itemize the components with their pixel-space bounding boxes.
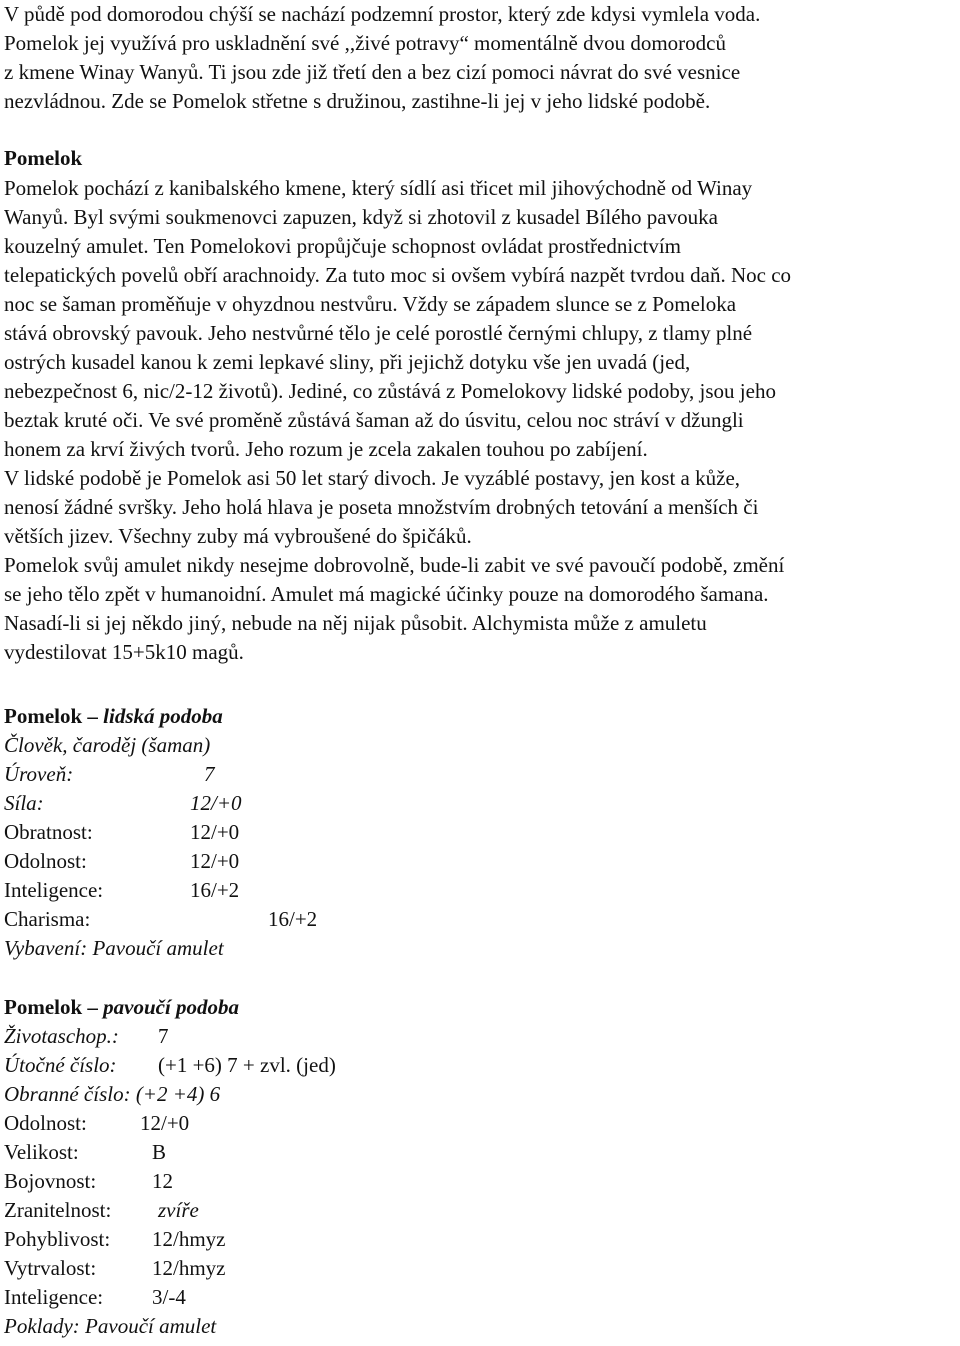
stat-value: 12/hmyz <box>152 1227 226 1251</box>
intro-line: Pomelok jej využívá pro uskladnění své ,,živé potravy“ momentálně dvou domorodců <box>4 31 726 55</box>
stat-label: Obratnost: <box>4 820 93 844</box>
human-race: Člověk, čaroděj (šaman) <box>4 733 211 757</box>
stat-value: 12/+0 <box>140 1111 190 1135</box>
stat-value: 12/hmyz <box>152 1256 226 1280</box>
stat-value: 16/+2 <box>190 878 240 902</box>
stat-label: Odolnost: <box>4 849 87 873</box>
body-line: stává obrovský pavouk. Jeho nestvůrné tělo je celé porostlé černými chlupy, z tlamy plné <box>4 321 753 345</box>
spider-title-form: pavoučí podoba <box>103 995 240 1019</box>
body-line: se jeho tělo zpět v humanoidní. Amulet má magické účinky pouze na domorodého šamana. <box>4 582 769 606</box>
stat-label: Zranitelnost: <box>4 1198 112 1222</box>
body-line: nebezpečnost 6, nic/2-12 životů). Jediné, co zůstává z Pomelokovy lidské podoby, jsou jeho <box>4 379 776 403</box>
stat-label: Vytrvalost: <box>4 1256 97 1280</box>
stat-label: Bojovnost: <box>4 1169 97 1193</box>
stat-value: 12/+0 <box>190 791 242 815</box>
spider-title-name: Pomelok – <box>4 995 104 1019</box>
stat-value: 12 <box>152 1169 173 1193</box>
stat-value: 7 <box>204 762 215 786</box>
spider-form-title <box>4 995 239 1019</box>
attack-label: Útočné číslo: <box>4 1053 117 1077</box>
stat-value: 16/+2 <box>268 907 318 931</box>
section-heading: Pomelok <box>4 146 83 170</box>
body-line: Nasadí-li si jej někdo jiný, nebude na něj nijak působit. Alchymista může z amuletu <box>4 611 707 635</box>
hp-label: Životaschop.: <box>4 1024 119 1048</box>
body-line: vydestilovat 15+5k10 magů. <box>4 640 244 664</box>
stat-label: Charisma: <box>4 907 91 931</box>
intro-line: V půdě pod domorodou chýší se nachází podzemní prostor, který zde kdysi vymlela voda. <box>4 2 761 26</box>
body-line: beztak kruté oči. Ve své proměně zůstává šaman až do úsvitu, celou noc stráví v džungli <box>4 408 744 432</box>
stat-label: Inteligence: <box>4 878 104 902</box>
stat-value: 3/-4 <box>152 1285 186 1309</box>
stat-label: Síla: <box>4 791 44 815</box>
human-form-title <box>4 704 223 728</box>
body-line: V lidské podobě je Pomelok asi 50 let starý divoch. Je vyzáblé postavy, jen kost a kůže, <box>4 466 741 490</box>
stat-label: Pohyblivost: <box>4 1227 111 1251</box>
human-equipment: Vybavení: Pavoučí amulet <box>4 936 224 960</box>
attack-value: (+1 +6) 7 + zvl. (jed) <box>158 1053 336 1077</box>
human-title-name: Pomelok – <box>4 704 104 728</box>
hp-value: 7 <box>158 1024 169 1048</box>
stat-label: Úroveň: <box>4 762 74 786</box>
body-line: telepatických povelů obří arachnoidy. Za tuto moc si ovšem vybírá nazpět tvrdou daň. Noc co <box>4 263 792 287</box>
spider-treasure: Poklady: Pavoučí amulet <box>4 1314 217 1338</box>
body-line: Wanyů. Byl svými soukmenovci zapuzen, když si zhotovil z kusadel Bílého pavouka <box>4 205 718 229</box>
stat-label: Velikost: <box>4 1140 79 1164</box>
body-line: kouzelný amulet. Ten Pomelokovi propůjčuje schopnost ovládat prostřednictvím <box>4 234 682 258</box>
human-title-form: lidská podoba <box>103 704 223 728</box>
stat-value: zvíře <box>158 1198 199 1222</box>
stat-value: 12/+0 <box>190 820 240 844</box>
intro-line: nezvládnou. Zde se Pomelok střetne s družinou, zastihne-li jej v jeho lidské podobě. <box>4 89 711 113</box>
body-line: Pomelok svůj amulet nikdy nesejme dobrovolně, bude-li zabit ve své pavoučí podobě, změní <box>4 553 785 577</box>
stat-label: Inteligence: <box>4 1285 104 1309</box>
defense-line: Obranné číslo: (+2 +4) 6 <box>4 1082 221 1106</box>
body-line: honem za krví živých tvorů. Jeho rozum je zcela zakalen touhou po zabíjení. <box>4 437 648 461</box>
body-line: noc se šaman proměňuje v ohyzdnou nestvůru. Vždy se západem slunce se z Pomeloka <box>4 292 737 316</box>
body-line: větších jizev. Všechny zuby má vybroušené do špičáků. <box>4 524 472 548</box>
intro-line: z kmene Winay Wanyů. Ti jsou zde již třetí den a bez cizí pomoci návrat do své vesnice <box>4 60 741 84</box>
body-line: nenosí žádné svršky. Jeho holá hlava je poseta množstvím drobných tetování a menších či <box>4 495 759 519</box>
body-line: Pomelok pochází z kanibalského kmene, který sídlí asi třicet mil jihovýchodně od Winay <box>4 176 753 200</box>
stat-value: B <box>152 1140 167 1164</box>
body-line: ostrých kusadel kanou k zemi lepkavé sliny, při jejichž dotyku vše jen uvadá (jed, <box>4 350 691 374</box>
stat-label: Odolnost: <box>4 1111 87 1135</box>
stat-value: 12/+0 <box>190 849 240 873</box>
